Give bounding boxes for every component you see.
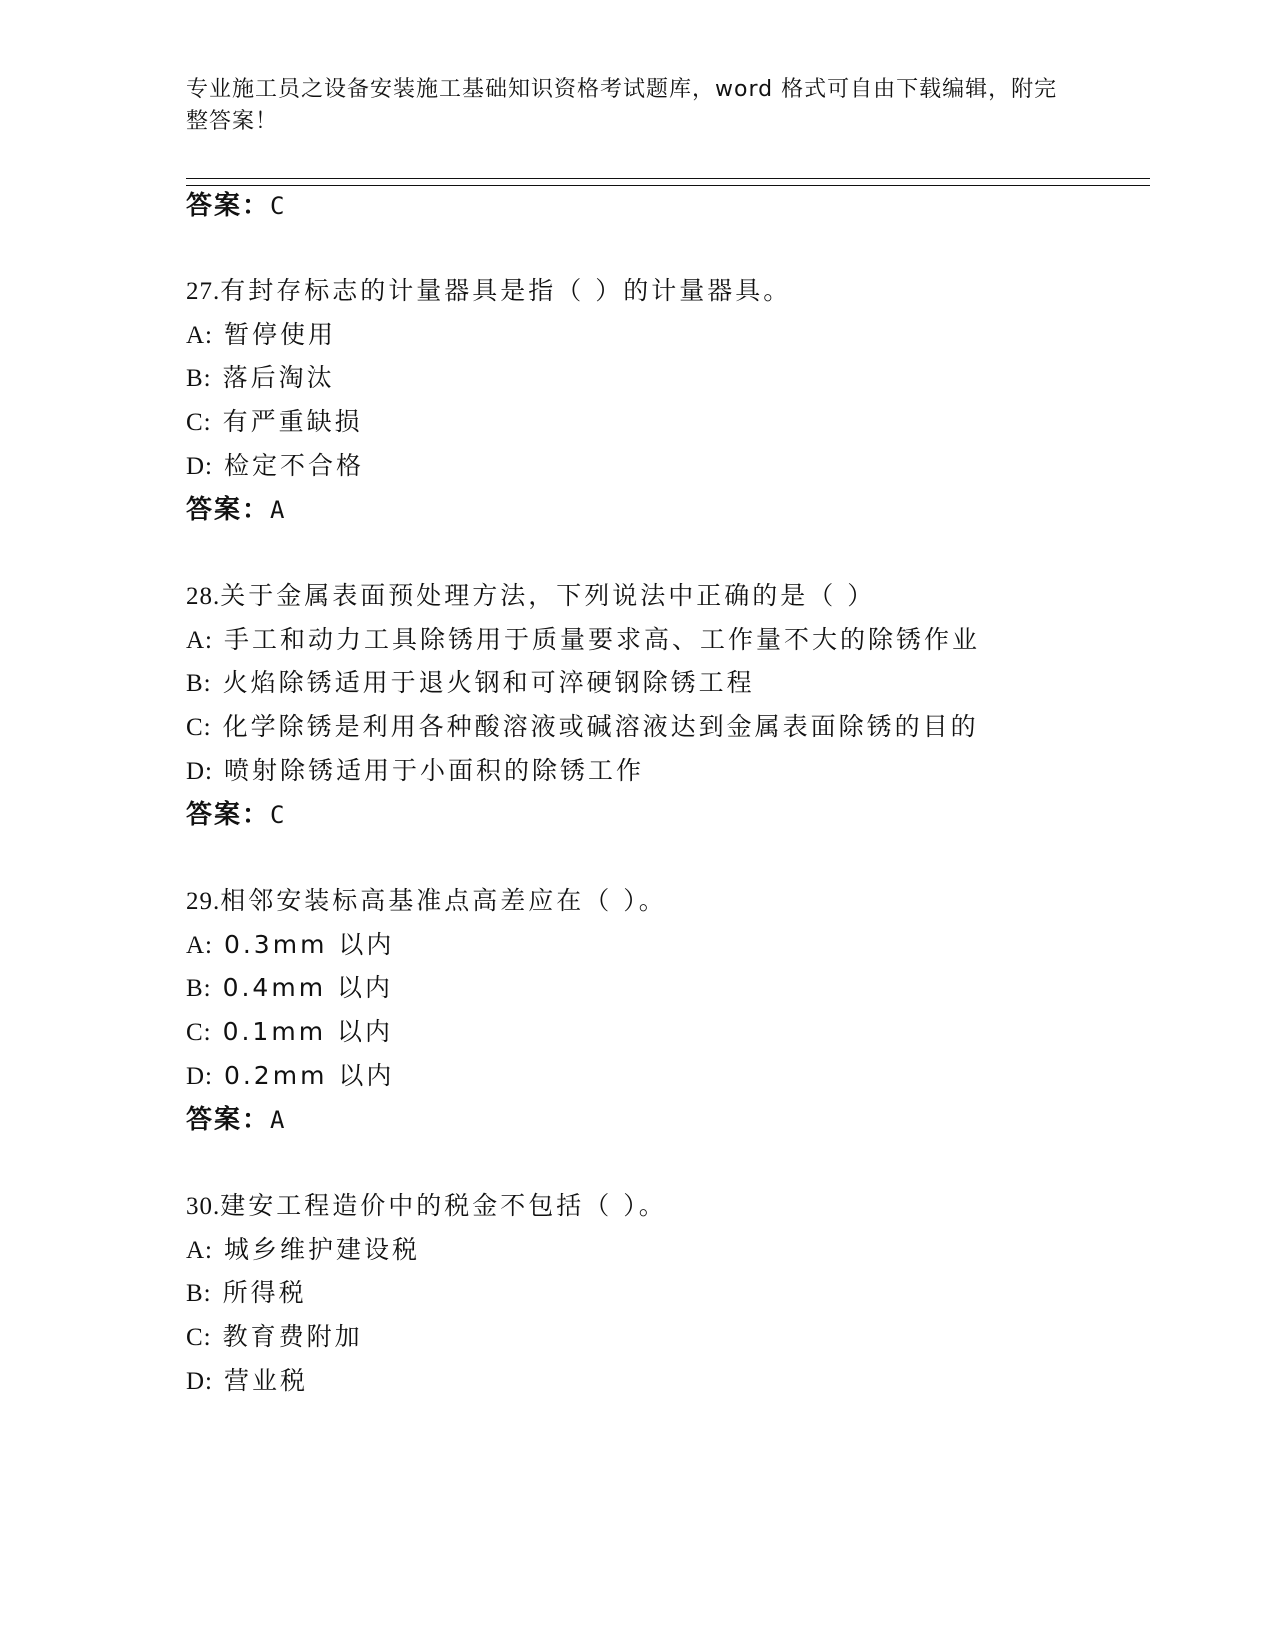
question-number: 30. (186, 1193, 221, 1220)
question-28-option-c (186, 711, 979, 744)
option-letter: D: (186, 1368, 213, 1395)
option-letter: B: (186, 975, 212, 1002)
answer-line-26 (186, 190, 286, 222)
option-letter: A: (186, 1237, 213, 1264)
question-27-option-d (186, 450, 364, 483)
question-text: 相邻安装标高基准点高差应在（ ）。 (220, 886, 667, 915)
answer-line-28 (186, 799, 286, 831)
option-text: 0.2mm 以内 (223, 1061, 395, 1090)
answer-value: A (270, 1106, 287, 1134)
option-text: 0.1mm 以内 (222, 1017, 393, 1046)
option-text: 0.4mm 以内 (222, 973, 393, 1002)
question-text: 关于金属表面预处理方法，下列说法中正确的是（ ） (220, 581, 876, 610)
option-text: 城乡维护建设税 (223, 1235, 420, 1264)
question-text: 有封存标志的计量器具是指（ ）的计量器具。 (220, 276, 792, 305)
option-text: 营业税 (223, 1366, 308, 1395)
question-29-stem (186, 885, 667, 918)
option-letter: A: (186, 627, 213, 654)
option-text: 所得税 (222, 1278, 307, 1307)
page-header: 专业施工员之设备安装施工基础知识资格考试题库，word 格式可自由下载编辑，附完整答案！ (186, 77, 1058, 134)
answer-line-29 (186, 1104, 286, 1136)
question-27-stem (186, 275, 791, 308)
option-letter: C: (186, 1324, 212, 1351)
option-letter: B: (186, 1280, 212, 1307)
answer-label: 答案： (186, 800, 271, 830)
question-30-option-a (186, 1234, 420, 1267)
option-text: 手工和动力工具除锈用于质量要求高、工作量不大的除锈作业 (223, 625, 980, 654)
option-text: 0.3mm 以内 (223, 930, 395, 959)
option-letter: D: (186, 1063, 213, 1090)
question-28-option-b (186, 667, 755, 700)
option-letter: C: (186, 1019, 212, 1046)
option-text: 喷射除锈适用于小面积的除锈工作 (223, 756, 644, 785)
option-text: 落后淘汰 (222, 363, 335, 392)
answer-value: C (270, 192, 287, 220)
answer-label: 答案： (186, 1105, 271, 1135)
question-30-option-d (186, 1365, 308, 1398)
question-29-option-d (186, 1060, 394, 1093)
option-text: 有严重缺损 (222, 407, 363, 436)
question-27-option-c (186, 406, 363, 439)
question-28-option-a (186, 624, 980, 657)
option-letter: A: (186, 322, 213, 349)
question-29-option-c (186, 1016, 393, 1049)
answer-value: A (270, 496, 287, 524)
question-27-option-a (186, 319, 336, 352)
question-number: 29. (186, 888, 221, 915)
option-letter: B: (186, 670, 212, 697)
answer-label: 答案： (186, 495, 271, 525)
question-30-option-b (186, 1277, 307, 1310)
option-text: 化学除锈是利用各种酸溶液或碱溶液达到金属表面除锈的目的 (222, 712, 979, 741)
answer-label: 答案： (186, 191, 271, 221)
option-letter: A: (186, 932, 213, 959)
question-30-stem (186, 1190, 667, 1223)
option-text: 检定不合格 (223, 451, 364, 480)
question-27-option-b (186, 362, 335, 395)
option-text: 教育费附加 (222, 1322, 363, 1351)
header-divider (186, 178, 1150, 186)
question-29-option-b (186, 972, 393, 1005)
option-letter: C: (186, 409, 212, 436)
question-28-option-d (186, 755, 644, 788)
option-letter: D: (186, 758, 213, 785)
option-letter: C: (186, 714, 212, 741)
option-letter: D: (186, 453, 213, 480)
question-number: 28. (186, 583, 221, 610)
question-29-option-a (186, 929, 394, 962)
option-text: 火焰除锈适用于退火钢和可淬硬钢除锈工程 (222, 668, 755, 697)
question-30-option-c (186, 1321, 363, 1354)
option-text: 暂停使用 (223, 320, 336, 349)
answer-line-27 (186, 494, 286, 526)
question-number: 27. (186, 278, 221, 305)
question-text: 建安工程造价中的税金不包括（ ）。 (220, 1191, 667, 1220)
option-letter: B: (186, 365, 212, 392)
question-28-stem (186, 580, 875, 613)
answer-value: C (270, 801, 287, 829)
